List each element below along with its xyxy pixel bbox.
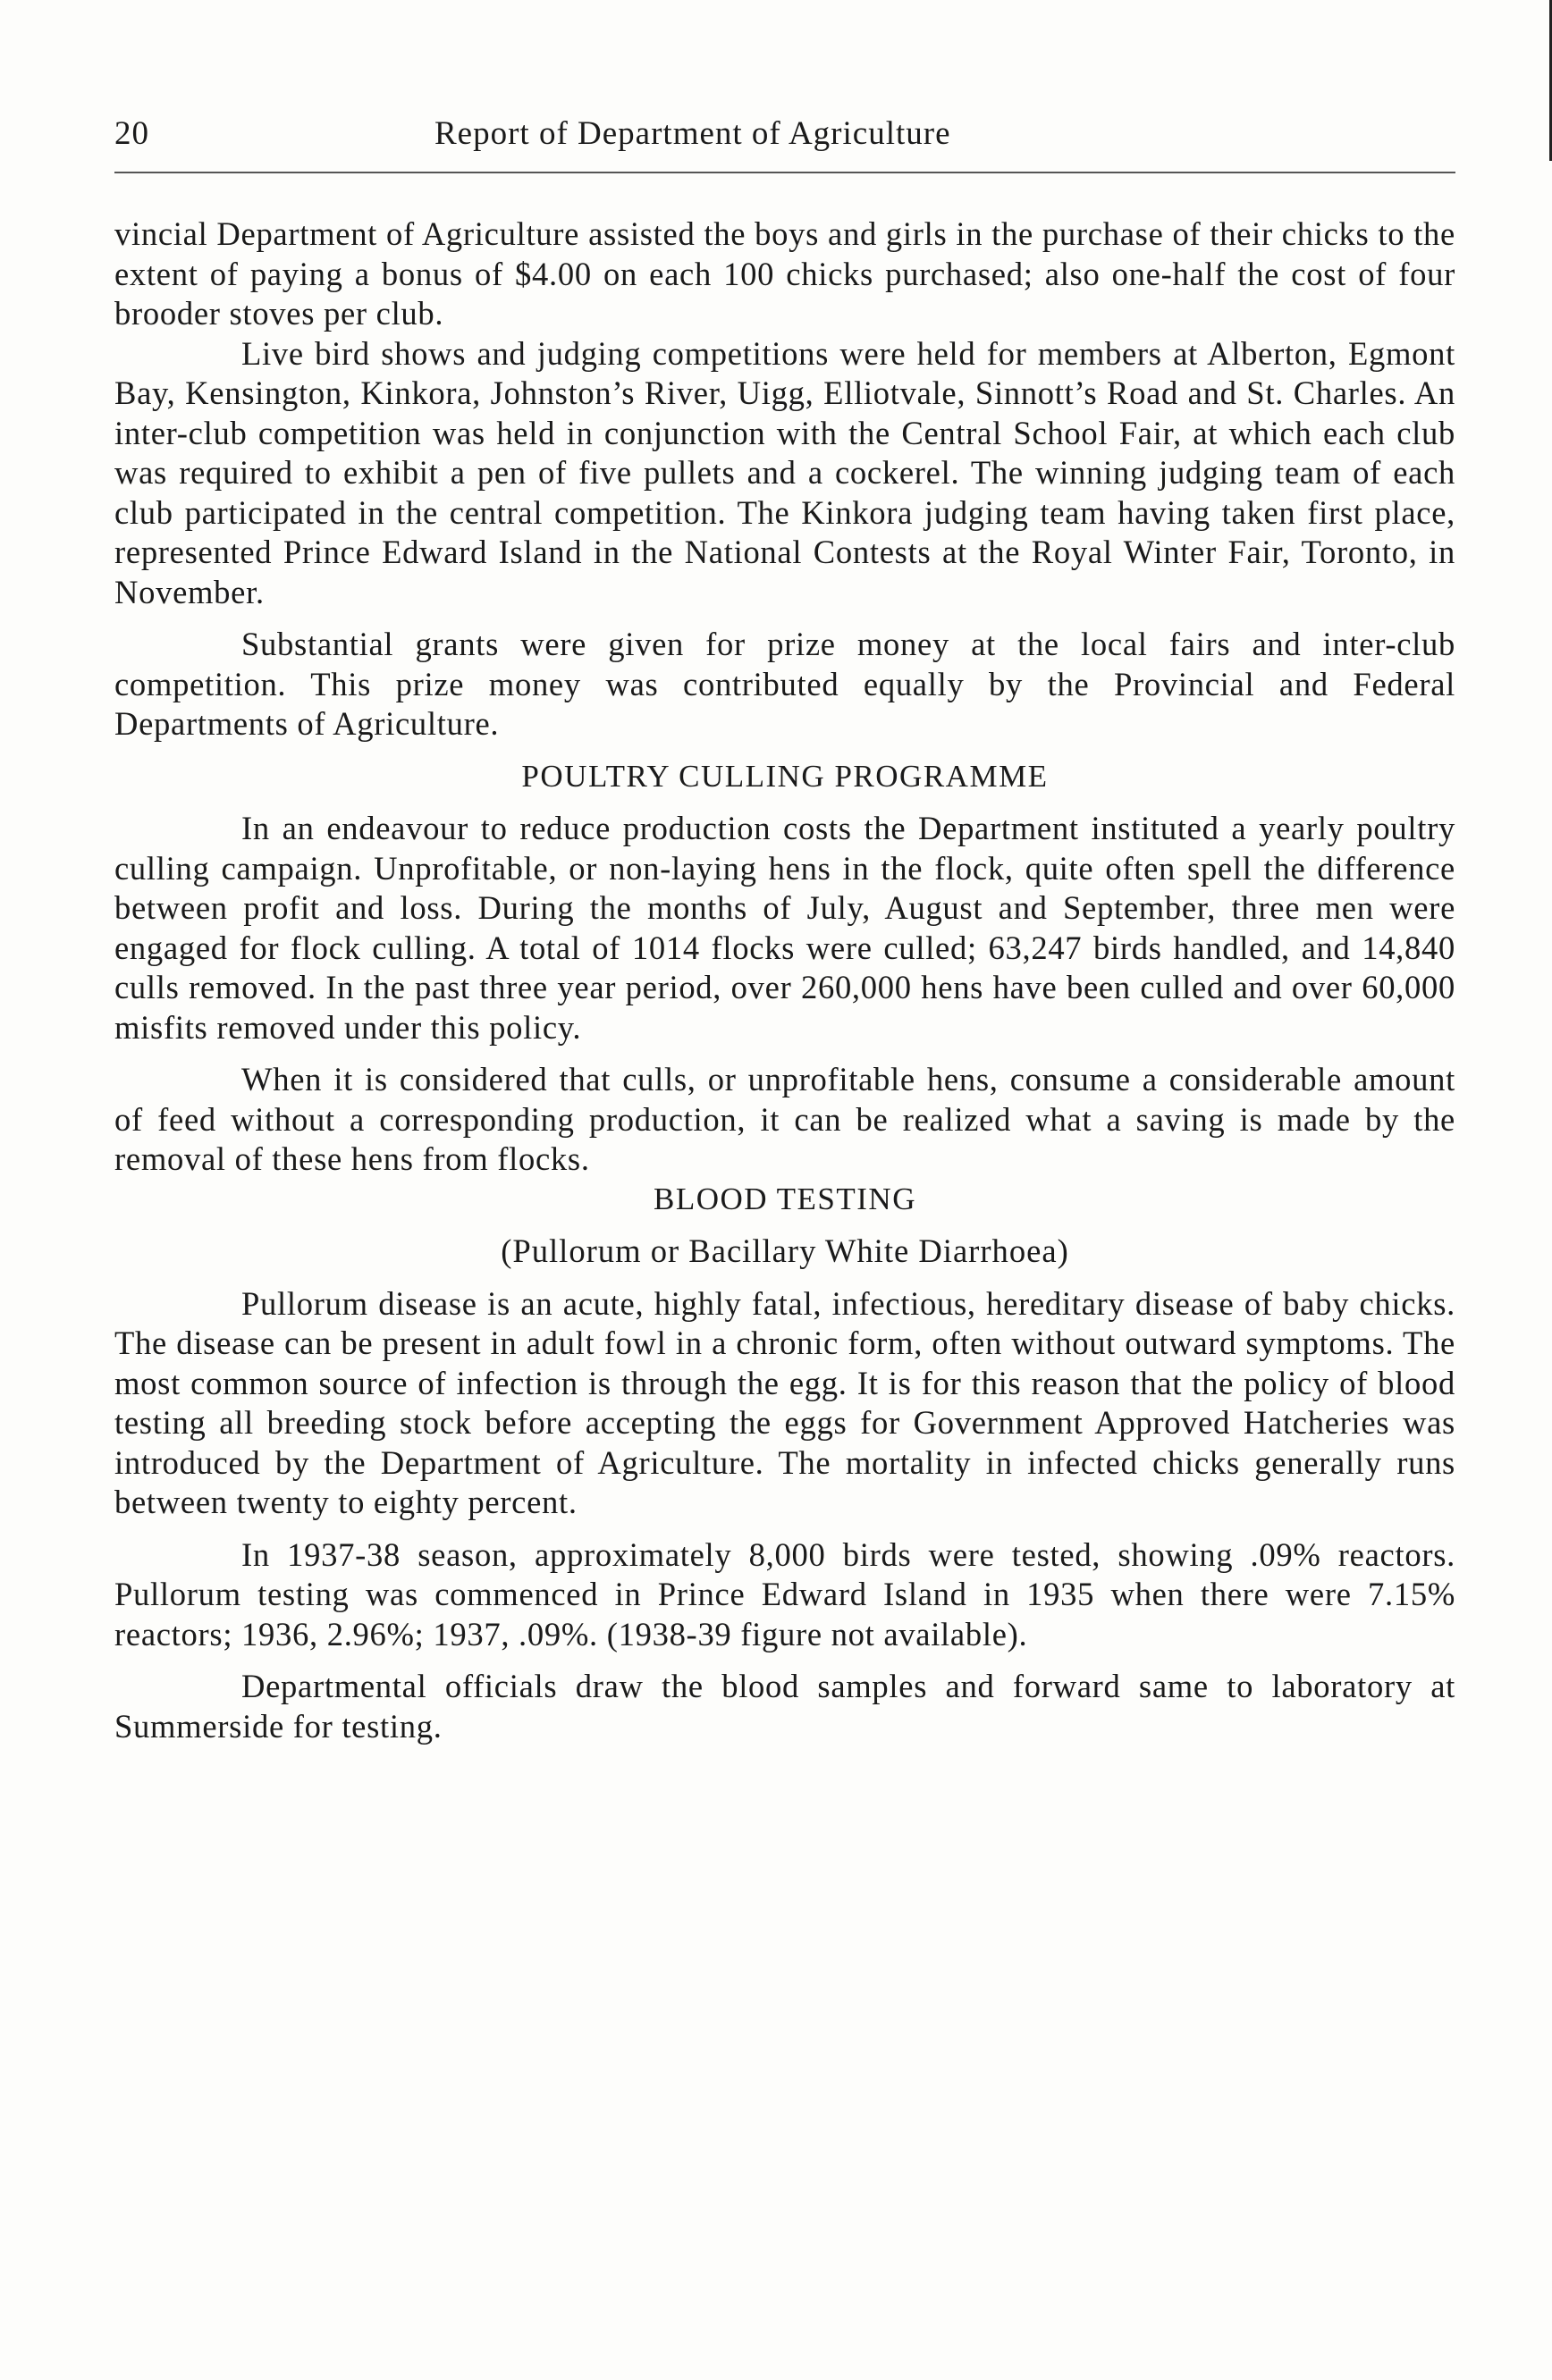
paragraph-culling-campaign: In an endeavour to reduce production costs the Department instituted a yearly poultry culling campaign. Unprofitable, or non-laying hens in the flock, quite often spell the difference between profit and loss. During the months of July, August and September, three men were engaged for flock culling. A total of 1014 flocks were culled; 63,247 birds handled, and 14,840 culls removed. In the past three year period, over 260,000 hens have been culled and over 60,000 misfits removed under this policy. — [114, 810, 1455, 1046]
paragraph-blood-samples: Departmental officials draw the blood samples and forward same to laboratory at Summerside for testing. — [114, 1668, 1455, 1745]
header-rule — [114, 172, 1455, 173]
page-body — [114, 214, 1455, 1746]
running-head: Report of Department of Agriculture — [434, 115, 951, 152]
paragraph-continuation: vincial Department of Agriculture assisted the boys and girls in the purchase of their chicks to the extent of paying a bonus of $4.00 on each 100 chicks purchased; also one-half the cost of four brooder stoves per club. — [114, 215, 1455, 332]
paragraph-bird-shows: Live bird shows and judging competitions were held for members at Alberton, Egmont Bay, Kensington, Kinkora, Johnston’s River, Uigg, Elliotvale, Sinnott’s Road and St. Charles. An inter-club competition was held in conjunction with the Central School Fair, at which each club was required to exhibit a pen of five pullets and a cockerel. The winning judging team of each club participated in the central competition. The Kinkora judging team having taken first place, represented Prince Edward Island in the National Contests at the Royal Winter Fair, Toronto, in November. — [114, 334, 1455, 610]
paragraph-grants: Substantial grants were given for prize money at the local fairs and inter-club competition. This prize money was contributed equally by the Provincial and Federal Departments of Agriculture. — [114, 626, 1455, 742]
section-heading-blood-testing: BLOOD TESTING — [654, 1181, 916, 1216]
section-subheading-pullorum: (Pullorum or Bacillary White Diarrhoea) — [501, 1232, 1069, 1269]
page-number: 20 — [114, 115, 149, 152]
paragraph-testing-results: In 1937-38 season, approximately 8,000 birds were tested, showing .09% reactors. Pullorum testing was commenced in Prince Edward Island in 1935 when there were 7.15% reactors; 1936, 2.96%; 1937, .09%. (1938-39 figure not available). — [114, 1535, 1455, 1653]
paragraph-culls-feed: When it is considered that culls, or unprofitable hens, consume a considerable amount of feed without a corresponding production, it can be realized what a saving is made by the removal of these hens from flocks. — [114, 1061, 1455, 1177]
section-heading-culling: POULTRY CULLING PROGRAMME — [521, 758, 1049, 794]
paragraph-pullorum-disease: Pullorum disease is an acute, highly fatal, infectious, hereditary disease of baby chicks. The disease can be present in adult fowl in a chronic form, often without outward symptoms. The most common source of infection is through the egg. It is for this reason that the policy of blood testing all breeding stock before accepting the eggs for Government Approved Hatcheries was introduced by the Department of Agriculture. The mortality in infected chicks generally runs between twenty to eighty percent. — [114, 1284, 1455, 1520]
page-header — [114, 114, 1455, 168]
